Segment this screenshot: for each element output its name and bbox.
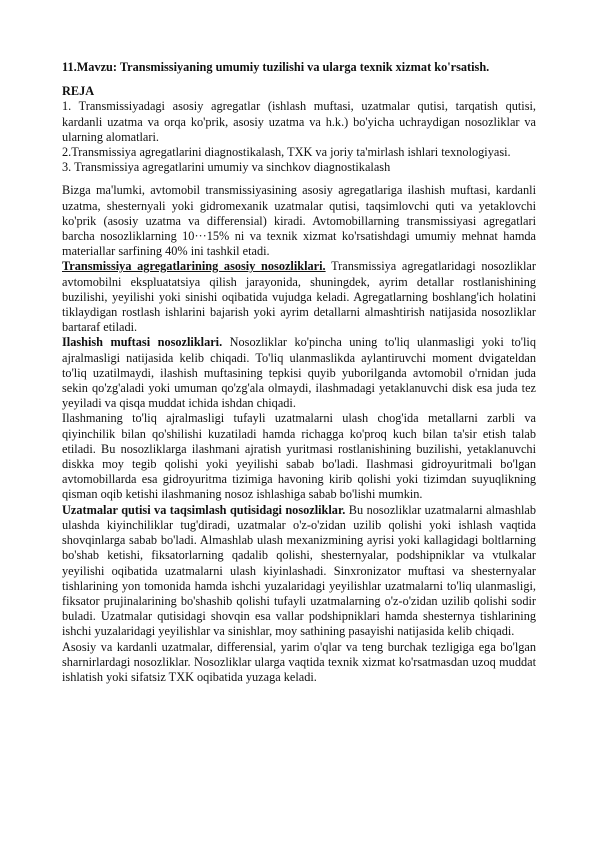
section-paragraph <box>62 503 536 640</box>
intro-paragraph: Bizga ma'lumki, avtomobil transmissiyasining asosiy agregatlariga ilashish muftasi, kardanli uzatma, shesternyali yoki gidromexanik uzatmalar qutisi, taqsimlovchi quti va yetaklovchi ko'prik (asosiy uzatma va differensial) kiradi. Avtomobillarning transmissiyasi agregatlari barcha nosozliklarning 10···15% ni va texnik xizmat ko'rsatishdagi umumiy mehnat hamda materiallar sarfining 40% ini tashkil etadi. <box>62 183 536 259</box>
section-heading: Uzatmalar qutisi va taqsimlash qutisidagi nosozliklar. <box>62 502 346 517</box>
plan-item: 1. Transmissiyadagi asosiy agregatlar (ishlash muftasi, uzatmalar qutisi, tarqatish qutisi, kardanli uzatma va orqa ko'prik, asosiy uzatma va h.k.) bo'yicha uchraydigan nosozliklar va ularning alomatlari. <box>62 99 536 144</box>
section-text: Bu nosozliklar uzatmalarni almashlab ulashda kiyinchiliklar tug'diradi, uzatmalar o'z-o'zidan uzilib qolishi yoki ishlash vaqtida shovqinlarga sabab bo'ladi. Almashlab ulash mexanizmining ayrisi yoki kallagidagi boltlarning bo'shab ketishi, fiksatorlarning qadalib qolishi, shesternyalar, podshipniklar va vtulkalar yeyilishi oqibatida uzatmalarni ulash kiyinlashadi. Sinxronizator muftasi va shesternyalar tishlarining yon tomonida hamda ishchi yuzalaridagi yeyilishlar uzatmalarni to'liq ulanmasligi, fiksator prujinalarining bo'shashib qolishi tufayli uzatmalarning o'z-o'zidan uzilib qolishi sodir buladi. Uzatmalar qutisidagi shovqin esa vallar podshipniklari hamda shesternya tishlarining ishchi yuzalaridagi yeyilishlar va sinishlar, moy sathining pasayishi natijasida kelib chiqadi. <box>62 502 537 639</box>
plan-item: 2.Transmissiya agregatlarini diagnostikalash, TXK va joriy ta'mirlash ishlari texnologiyasi. <box>62 145 511 160</box>
plan-heading: REJA <box>62 84 95 99</box>
section-text: Nosozliklar ko'pincha uning to'liq ulanmasligi yoki to'liq ajralmasligi natijasida kelib chiqadi. To'liq ulanmaslikda aylantiruvchi moment dvigateldan to'liq uzatilmaydi, ilashish muftasining tepkisi quyib yuborilganda avtomobil o'rnidan juda sekin qo'zg'aladi yoki umuman qo'zg'ala olmaydi, ilashmadagi yetaklanuvchi disk esa juda tez yeyiladi va qisqa muddat ichida ishdan chiqadi. <box>62 335 536 411</box>
plan-item: 3. Transmissiya agregatlarini umumiy va sinchkov diagnostikalash <box>62 160 391 175</box>
section-text: Transmissiya agregatlaridagi nosozliklar avtomobilni ekspluatatsiya qilish jarayonida, shuningdek, ayrim detallar rostlanishining buzilishi, yeyilishi yoki sinishi oqibatida vujudga keladi. Agregatlarning boshlang'ich holatini tiklaydigan rostlash ishlarini bajarish yoki ayrim detallarni almashtirish natijasida nosozliklar bartaraf etiladi. <box>62 259 536 335</box>
section-paragraph: Ilashmaning to'liq ajralmasligi tufayli uzatmalarni ulash chog'ida metallarni zarbli va qiyinchilik bilan qo'shilishi kuzatiladi hamda richagga ko'proq kuch bilan ta'sir etish talab etiladi. Bu nosozliklarga ilashmani ajratish yuritmasi rostlanishining buzilishi, yetaklanuvchi diskka moy tegib qolishi yoki yeyilishi sabab bo'ladi. Ilashmasi gidroyuritmali bo'lgan avtomobillarda esa gidroyuritma tizimiga havoning kirib qolishi yoki tizimdan suyuqlikning qisman oqib ketishi ilashmaning nosoz ishlashiga sabab bo'lishi mumkin. <box>62 411 536 502</box>
section-heading: Ilashish muftasi nosozliklari. <box>62 335 223 350</box>
document-page <box>62 60 536 685</box>
section-paragraph <box>62 335 536 411</box>
plan-list <box>62 99 536 175</box>
section-paragraph <box>62 259 536 335</box>
document-title: 11.Mavzu: Transmissiyaning umumiy tuzilishi va ularga texnik xizmat ko'rsatish. <box>62 60 490 74</box>
section-paragraph: Asosiy va kardanli uzatmalar, differensial, yarim o'qlar va teng burchak tezligiga ega bo'lgan sharnirlardagi nosozliklar. Nosozliklar ularga vaqtida texnik xizmat ko'rsatmasdan uzoq muddat ishlatish yoki sifatsiz TXK oqibatida yuzaga keladi. <box>62 639 536 684</box>
section-heading: Transmissiya agregatlarining asosiy nosozliklari. <box>62 259 326 274</box>
